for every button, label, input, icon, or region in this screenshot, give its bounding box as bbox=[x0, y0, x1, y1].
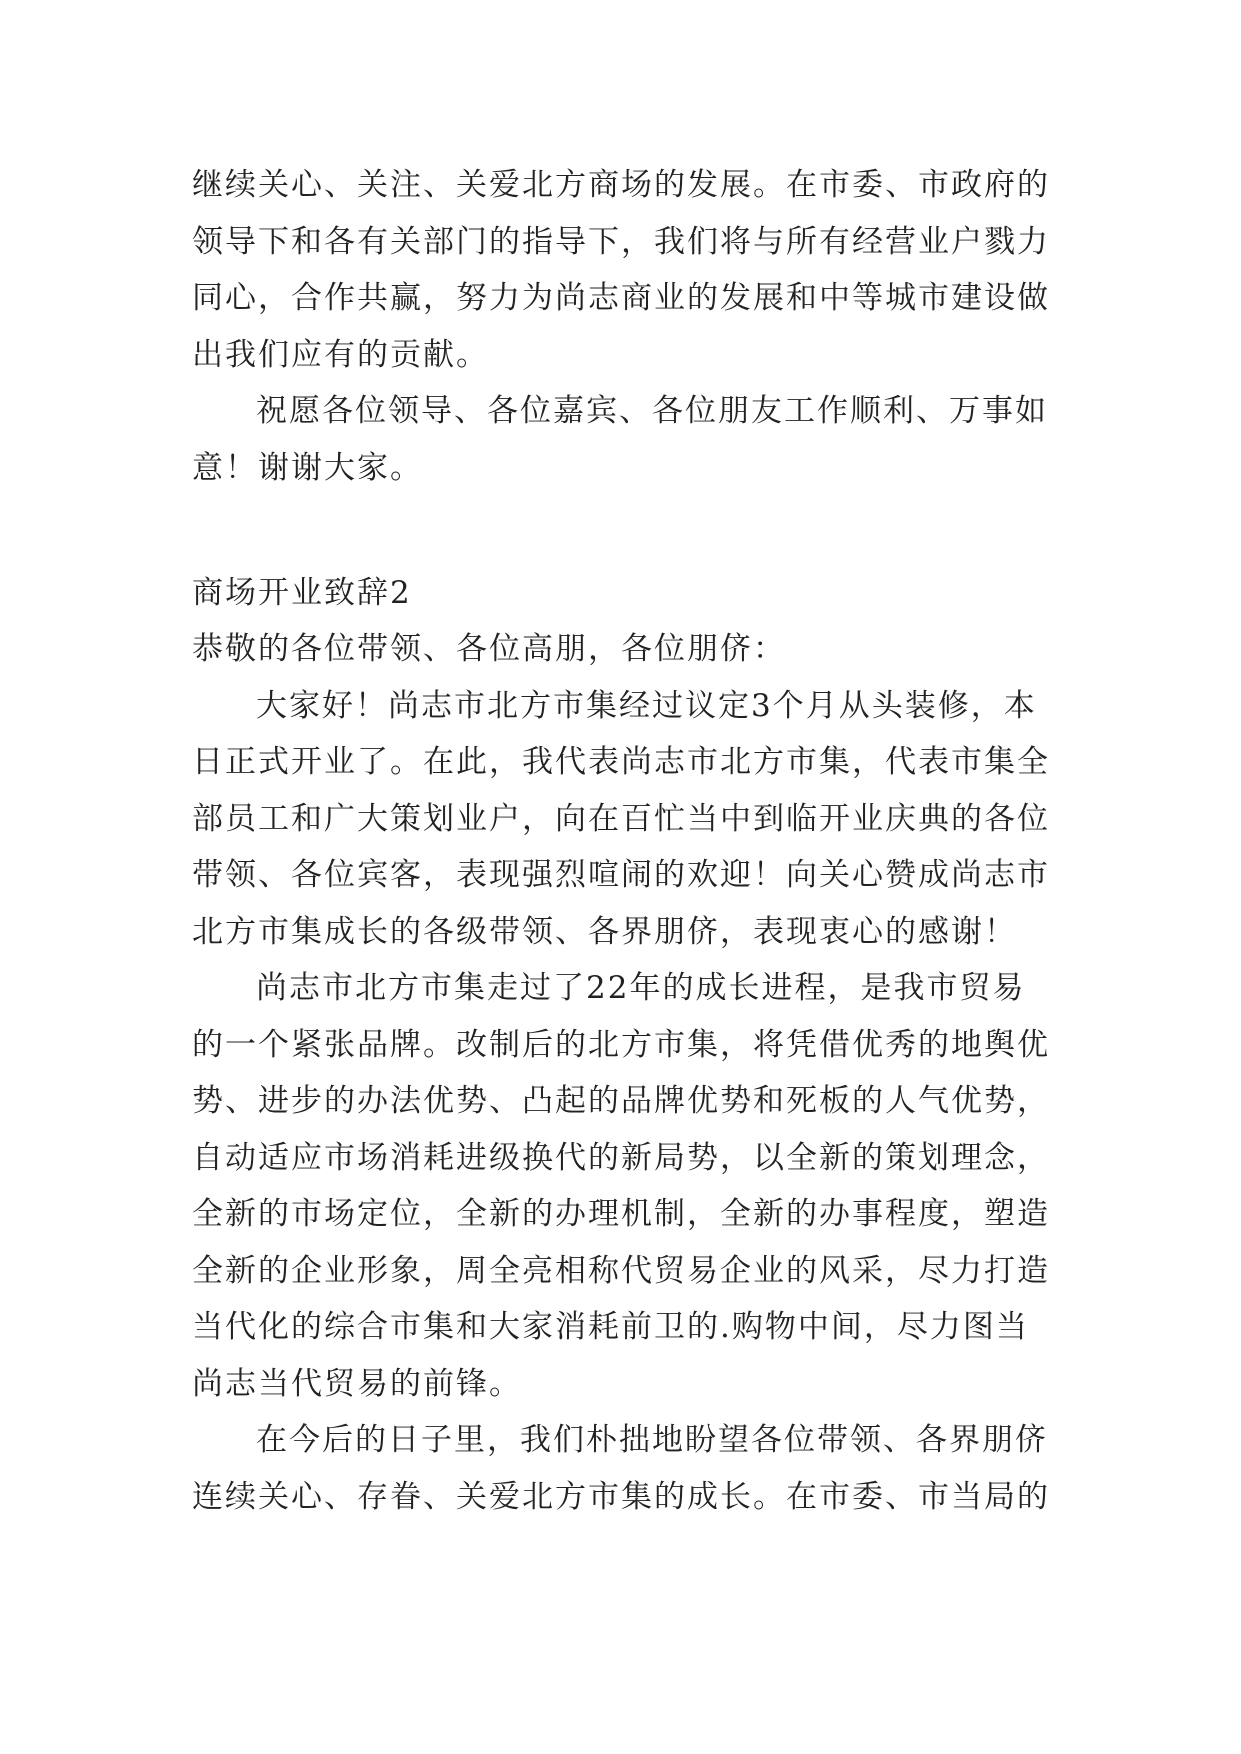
text-line: 出我们应有的贡献。 bbox=[192, 337, 489, 373]
text-line: 尚志当代贸易的前锋。 bbox=[192, 1366, 522, 1402]
text-line: 自动适应市场消耗进级换代的新局势，以全新的策划理念， bbox=[192, 1140, 1050, 1176]
text-line: 意！谢谢大家。 bbox=[192, 450, 423, 486]
text-line: 势、进步的办法优势、凸起的品牌优势和死板的人气优势， bbox=[192, 1083, 1050, 1119]
text-line: 在今后的日子里，我们朴拙地盼望各位带领、各界朋侪 bbox=[256, 1422, 1048, 1458]
text-line: 北方市集成长的各级带领、各界朋侪，表现衷心的感谢！ bbox=[192, 914, 1017, 950]
text-line: 领导下和各有关部门的指导下，我们将与所有经营业户戮力 bbox=[192, 224, 1050, 260]
text-line: 部员工和广大策划业户，向在百忙当中到临开业庆典的各位 bbox=[192, 801, 1050, 837]
section-title: 商场开业致辞2 bbox=[192, 575, 412, 611]
text-line: 全新的市场定位，全新的办理机制，全新的办事程度，塑造 bbox=[192, 1196, 1050, 1232]
text-line: 继续关心、关注、关爱北方商场的发展。在市委、市政府的 bbox=[192, 167, 1050, 203]
text-line: 的一个紧张品牌。改制后的北方市集，将凭借优秀的地舆优 bbox=[192, 1027, 1050, 1063]
text-line: 全新的企业形象，周全亮相称代贸易企业的风采，尽力打造 bbox=[192, 1253, 1050, 1289]
salutation: 恭敬的各位带领、各位高朋，各位朋侪： bbox=[192, 631, 786, 667]
text-line: 祝愿各位领导、各位嘉宾、各位朋友工作顺利、万事如 bbox=[256, 393, 1048, 429]
text-line: 尚志市北方市集走过了22年的成长进程，是我市贸易 bbox=[256, 970, 1026, 1006]
text-line: 连续关心、存眷、关爱北方市集的成长。在市委、市当局的 bbox=[192, 1479, 1050, 1515]
text-line: 同心，合作共赢，努力为尚志商业的发展和中等城市建设做 bbox=[192, 280, 1050, 316]
text-line: 带领、各位宾客，表现强烈喧闹的欢迎！向关心赞成尚志市 bbox=[192, 857, 1050, 893]
text-line: 大家好！尚志市北方市集经过议定3个月从头装修，本 bbox=[256, 688, 1037, 724]
text-line: 日正式开业了。在此，我代表尚志市北方市集，代表市集全 bbox=[192, 744, 1050, 780]
text-line: 当代化的综合市集和大家消耗前卫的.购物中间，尽力图当 bbox=[192, 1309, 1029, 1345]
